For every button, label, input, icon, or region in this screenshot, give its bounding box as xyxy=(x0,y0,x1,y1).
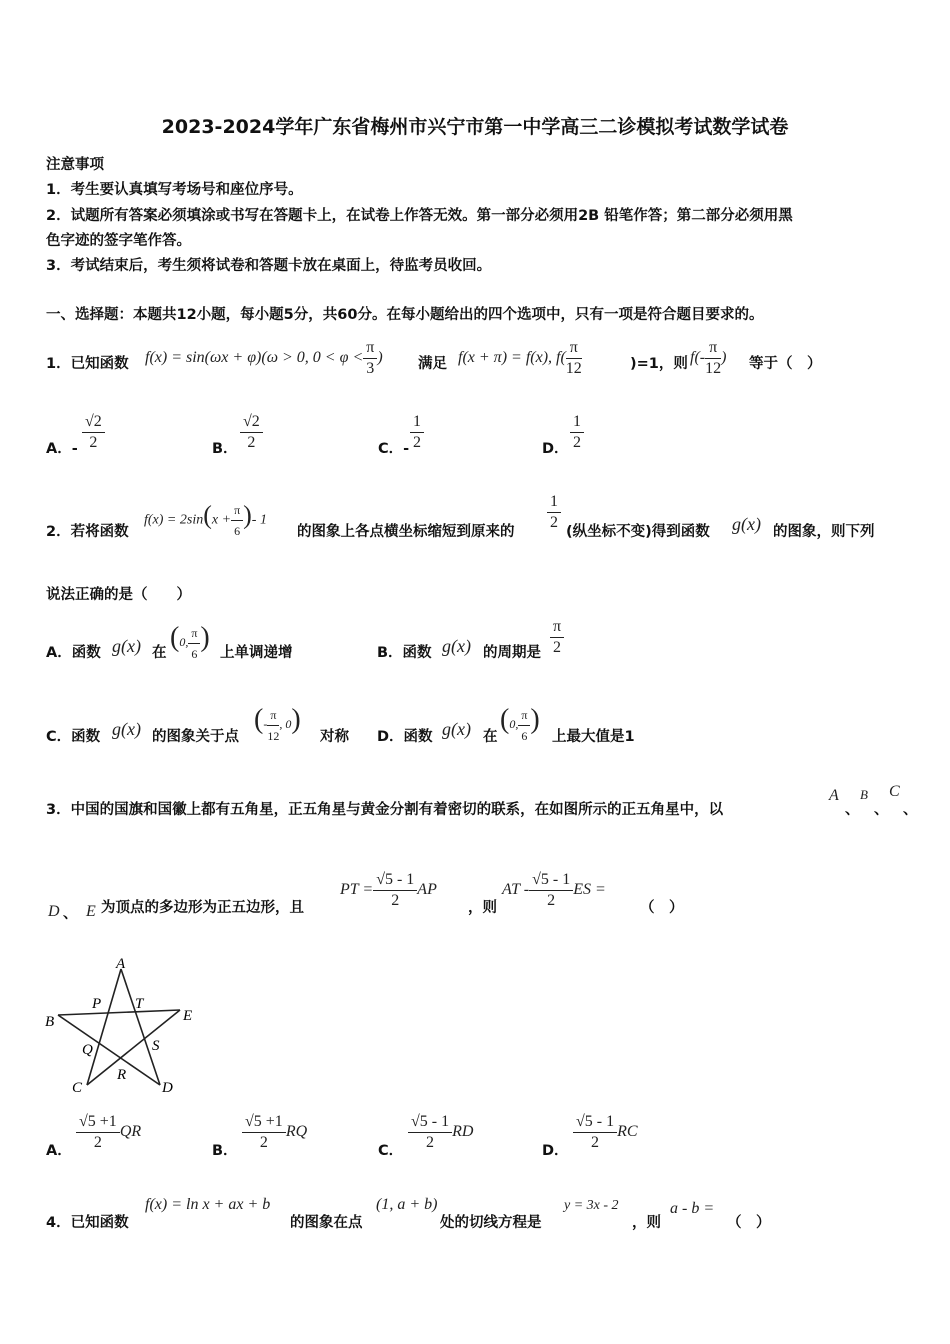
q2-g: g(x) xyxy=(732,514,761,534)
q4-mid: 的图象在点 xyxy=(290,1215,363,1231)
q3-label-b: B xyxy=(860,787,868,802)
q2-option-c-label: C．函数 xyxy=(46,729,101,745)
q3-label-e: E xyxy=(86,903,96,920)
q4-mid2: 处的切线方程是 xyxy=(440,1215,542,1231)
fig-label-q: Q xyxy=(82,1042,93,1058)
fig-label-a: A xyxy=(116,956,126,972)
q2-option-b-label: B．函数 xyxy=(377,645,432,661)
q3-option-d-label: D． xyxy=(542,1143,569,1159)
q2-option-a-g: g(x) xyxy=(112,636,141,656)
q2-lead: 2．若将函数 xyxy=(46,524,129,540)
q2-function: f(x) = 2sin(x + $\frac{\pi}{6}$ )- 1 xyxy=(144,500,267,538)
q2-mid: 的图象上各点横坐标缩短到原来的 xyxy=(297,524,515,540)
q3-target: AT - $\frac{√5 - 1}{2}$ ES = xyxy=(502,871,606,909)
fig-label-b: B xyxy=(45,1014,55,1030)
fig-label-d: D xyxy=(162,1080,173,1096)
q1-lead: 1．已知函数 xyxy=(46,356,129,372)
q1-option-d-label: D． xyxy=(542,441,569,457)
notice-item-2-cont: 色字迹的签字笔作答。 xyxy=(46,233,191,249)
q4-then: ，则 xyxy=(632,1215,661,1231)
q3-sep-3: 、 xyxy=(903,802,918,818)
q2-mid2: (纵坐标不变)得到函数 xyxy=(566,524,710,540)
q3-option-c-label: C． xyxy=(378,1143,404,1159)
q2-option-d-label: D．函数 xyxy=(377,729,433,745)
q1-option-d: $\frac{1}{2}$ xyxy=(570,412,584,453)
q1-option-b-label: B． xyxy=(212,441,238,457)
q4-point: (1, a + b) xyxy=(376,1196,438,1213)
q2-option-c-text: 的图象关于点 xyxy=(152,729,239,745)
q2-option-b-g: g(x) xyxy=(442,636,471,656)
q1-option-a: $\frac{√2}{2}$ xyxy=(82,412,105,453)
q3-option-c: $\frac{√5 - 1}{2}$ RD xyxy=(408,1112,473,1153)
q3-label-d: D xyxy=(48,903,60,920)
q3-line1: 3．中国的国旗和国徽上都有五角星，正五角星与黄金分割有着密切的联系，在如图所示的正五角星中，以 xyxy=(46,802,724,818)
q1-condition: f(x + π) = f(x), f( $\frac{\pi}{12}$ xyxy=(458,339,582,377)
notice-heading: 注意事项 xyxy=(46,157,104,173)
q3-option-a: $\frac{√5 +1}{2}$ QR xyxy=(76,1112,141,1153)
q3-label-c: C xyxy=(889,783,900,800)
fig-label-c: C xyxy=(72,1080,83,1096)
q2-option-b-text: 的周期是 xyxy=(483,645,541,661)
q1-target: f(- $\frac{\pi}{12}$ ) xyxy=(690,339,727,377)
q3-sep-4: 、 xyxy=(63,906,78,922)
q4-lead: 4．已知函数 xyxy=(46,1215,129,1231)
q1-option-c-label: C．- xyxy=(378,441,410,457)
q3-then: ，则 xyxy=(468,900,497,916)
q1-option-c: $\frac{1}{2}$ xyxy=(410,412,424,453)
q3-line2: 为顶点的多边形为正五边形，且 xyxy=(101,900,304,916)
q2-option-d-text: 上最大值是1 xyxy=(552,729,635,745)
q2-line2: 说法正确的是（ ） xyxy=(46,587,191,603)
q1-function: f(x) = sin(ωx + φ)(ω > 0, 0 < φ < $\frac{\pi}{3}$ ) xyxy=(145,339,383,377)
q3-option-d: $\frac{√5 - 1}{2}$ RC xyxy=(573,1112,638,1153)
q3-pt-equation: PT = $\frac{√5 - 1}{2}$ AP xyxy=(340,871,437,909)
q4-expression: a - b = xyxy=(670,1200,715,1217)
q1-option-a-label: A．- xyxy=(46,441,78,457)
q2-option-c-end: 对称 xyxy=(320,729,349,745)
q2-option-d-in: 在 xyxy=(483,729,498,745)
q2-option-b-period: $\frac{\pi}{2}$ xyxy=(550,617,564,658)
q3-sep-2: 、 xyxy=(874,802,889,818)
notice-item-1: 1．考生要认真填写考场号和座位序号。 xyxy=(46,182,303,198)
fig-label-s: S xyxy=(152,1038,160,1054)
notice-item-3: 3．考试结束后，考生须将试卷和答题卡放在桌面上，待监考员收回。 xyxy=(46,258,492,274)
q2-option-d-interval: (0, $\frac{\pi}{6}$ ) xyxy=(500,704,540,743)
star-figure xyxy=(40,950,205,1100)
q2-option-d-g: g(x) xyxy=(442,719,471,739)
q3-option-a-label: A． xyxy=(46,1143,72,1159)
q2-option-a-in: 在 xyxy=(152,645,167,661)
q4-function: f(x) = ln x + ax + b xyxy=(145,1196,271,1213)
q3-option-b-label: B． xyxy=(212,1143,238,1159)
q4-paren: （ ） xyxy=(727,1215,771,1231)
q2-half: $\frac{1}{2}$ xyxy=(547,492,561,533)
q1-option-b: $\frac{√2}{2}$ xyxy=(240,412,263,453)
q1-mid: 满足 xyxy=(418,356,447,372)
q2-option-a-label: A．函数 xyxy=(46,645,101,661)
q2-end: 的图象，则下列 xyxy=(773,524,875,540)
q3-paren: （ ） xyxy=(640,900,684,916)
notice-item-2: 2．试题所有答案必须填涂或书写在答题卡上，在试卷上作答无效。第一部分必须用2B 铅笔作答；第二部分必须用黑 xyxy=(46,208,793,224)
q3-label-a: A xyxy=(829,787,839,804)
section-heading: 一、选择题：本题共12小题，每小题5分，共60分。在每小题给出的四个选项中，只有一项是符合题目要求的。 xyxy=(46,307,764,323)
q1-eq1: )=1，则 xyxy=(630,356,688,372)
q2-option-a-interval: (0, $\frac{\pi}{6}$ ) xyxy=(170,622,210,661)
q2-option-c-g: g(x) xyxy=(112,719,141,739)
q3-sep-1: 、 xyxy=(845,802,860,818)
q2-option-a-text: 上单调递增 xyxy=(220,645,293,661)
fig-label-t: T xyxy=(135,996,144,1012)
page-title: 2023-2024学年广东省梅州市兴宁市第一中学高三二诊模拟考试数学试卷 xyxy=(161,116,789,138)
fig-label-p: P xyxy=(92,996,102,1012)
fig-label-r: R xyxy=(117,1067,127,1083)
q2-option-c-point: (- $\frac{\pi}{12}$ , 0) xyxy=(254,704,301,743)
q1-end: 等于（ ） xyxy=(749,356,822,372)
q3-option-b: $\frac{√5 +1}{2}$ RQ xyxy=(242,1112,307,1153)
q4-tangent: y = 3x - 2 xyxy=(564,1198,619,1213)
fig-label-e: E xyxy=(183,1008,193,1024)
